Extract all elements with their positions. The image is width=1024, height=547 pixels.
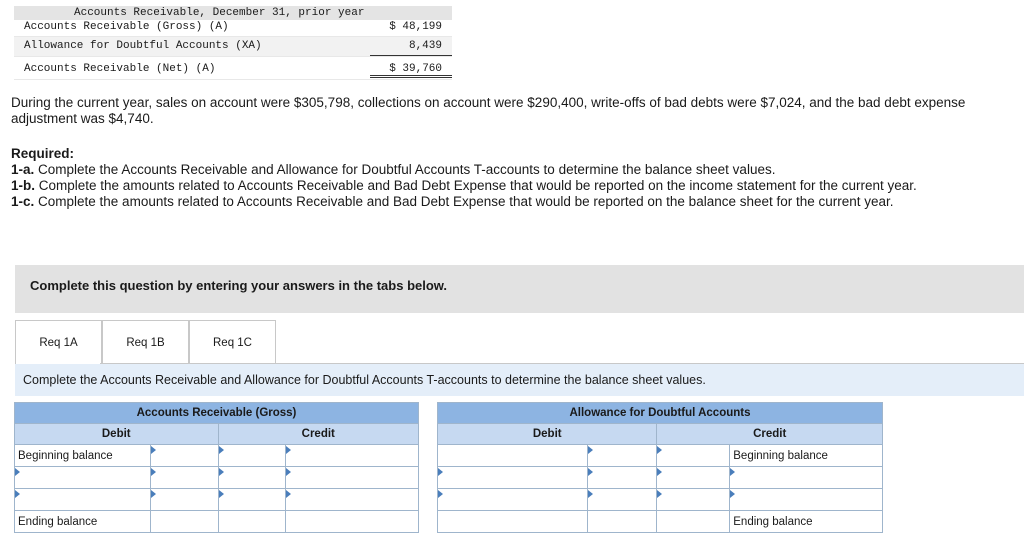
statement-label: Accounts Receivable (Gross) (A) (24, 21, 229, 33)
ar-credit-label[interactable] (286, 489, 419, 511)
allow-debit-amount[interactable] (587, 489, 657, 511)
t-account-title: Accounts Receivable (Gross) (15, 403, 419, 424)
ar-t-account (14, 402, 419, 533)
statement-row (14, 20, 452, 37)
ar-debit-label[interactable] (15, 489, 151, 511)
allow-debit-label (438, 445, 588, 467)
required-item: 1-b. Complete the amounts related to Accounts Receivable and Bad Debt Expense that would be reported on the income statement for the current year. (11, 178, 917, 193)
ar-credit-amount[interactable] (218, 467, 286, 489)
allow-credit-amount[interactable] (657, 445, 730, 467)
tab-req-1b[interactable]: Req 1B (102, 320, 189, 364)
allow-ending-credit[interactable] (657, 511, 730, 533)
ar-ending-credit[interactable] (218, 511, 286, 533)
tab-req-1c[interactable]: Req 1C (189, 320, 276, 364)
ar-debit-amount[interactable] (150, 467, 218, 489)
credit-header: Credit (657, 424, 883, 445)
t-account-title: Allowance for Doubtful Accounts (438, 403, 883, 424)
required-item: 1-a. Complete the Accounts Receivable and Allowance for Doubtful Accounts T-accounts to determine the balance sheet values. (11, 162, 776, 177)
ar-debit-label[interactable] (15, 467, 151, 489)
allowance-t-account (437, 402, 883, 533)
allow-ending-debit[interactable] (587, 511, 657, 533)
ar-credit-amount[interactable] (218, 445, 286, 467)
statement-label: Allowance for Doubtful Accounts (XA) (24, 40, 262, 52)
beginning-balance-label: Beginning balance (15, 445, 151, 467)
statement-row (14, 37, 452, 57)
required-heading: Required: (11, 146, 75, 161)
problem-paragraph: During the current year, sales on account were $305,798, collections on account were $290,400, write-offs of bad debts were $7,024, and the bad debt expense adjustment was $4,740. (11, 95, 966, 126)
tab-instruction: Complete the Accounts Receivable and Allowance for Doubtful Accounts T-accounts to determine the balance sheet values. (15, 364, 1024, 396)
allow-debit-label[interactable] (438, 489, 588, 511)
statement-amount: $ 48,199 (389, 21, 442, 33)
allow-debit-label[interactable] (438, 467, 588, 489)
ar-ending-label (286, 511, 419, 533)
statement-title: Accounts Receivable, December 31, prior year (14, 6, 452, 20)
required-item: 1-c. Complete the amounts related to Accounts Receivable and Bad Debt Expense that would be reported on the balance sheet for the current year. (11, 194, 894, 209)
ar-credit-amount[interactable] (218, 489, 286, 511)
allow-debit-amount[interactable] (587, 445, 657, 467)
ar-ending-debit[interactable] (150, 511, 218, 533)
allow-credit-label[interactable] (730, 489, 883, 511)
allow-ending-label (438, 511, 588, 533)
ar-credit-label[interactable] (286, 467, 419, 489)
tab-req-1a[interactable]: Req 1A (15, 320, 102, 365)
debit-header: Debit (438, 424, 657, 445)
ar-credit-label[interactable] (286, 445, 419, 467)
beginning-balance-label: Beginning balance (730, 445, 883, 467)
total-double-rule (370, 77, 452, 78)
credit-header: Credit (218, 424, 418, 445)
ending-balance-label: Ending balance (730, 511, 883, 533)
total-rule (370, 75, 452, 76)
subtotal-rule (370, 55, 452, 56)
statement-amount: 8,439 (408, 40, 442, 52)
allow-debit-amount[interactable] (587, 467, 657, 489)
instruction-banner (15, 265, 1024, 313)
debit-header: Debit (15, 424, 219, 445)
ar-debit-amount[interactable] (150, 445, 218, 467)
ar-debit-amount[interactable] (150, 489, 218, 511)
prior-year-statement (14, 6, 452, 80)
allow-credit-amount[interactable] (657, 489, 730, 511)
statement-label: Accounts Receivable (Net) (A) (24, 63, 216, 75)
required-section (11, 146, 1011, 210)
banner-text: Complete this question by entering your answers in the tabs below. (30, 278, 448, 293)
allow-credit-amount[interactable] (657, 467, 730, 489)
allow-credit-label[interactable] (730, 467, 883, 489)
statement-amount: $ 39,760 (389, 63, 442, 75)
ending-balance-label: Ending balance (15, 511, 151, 533)
